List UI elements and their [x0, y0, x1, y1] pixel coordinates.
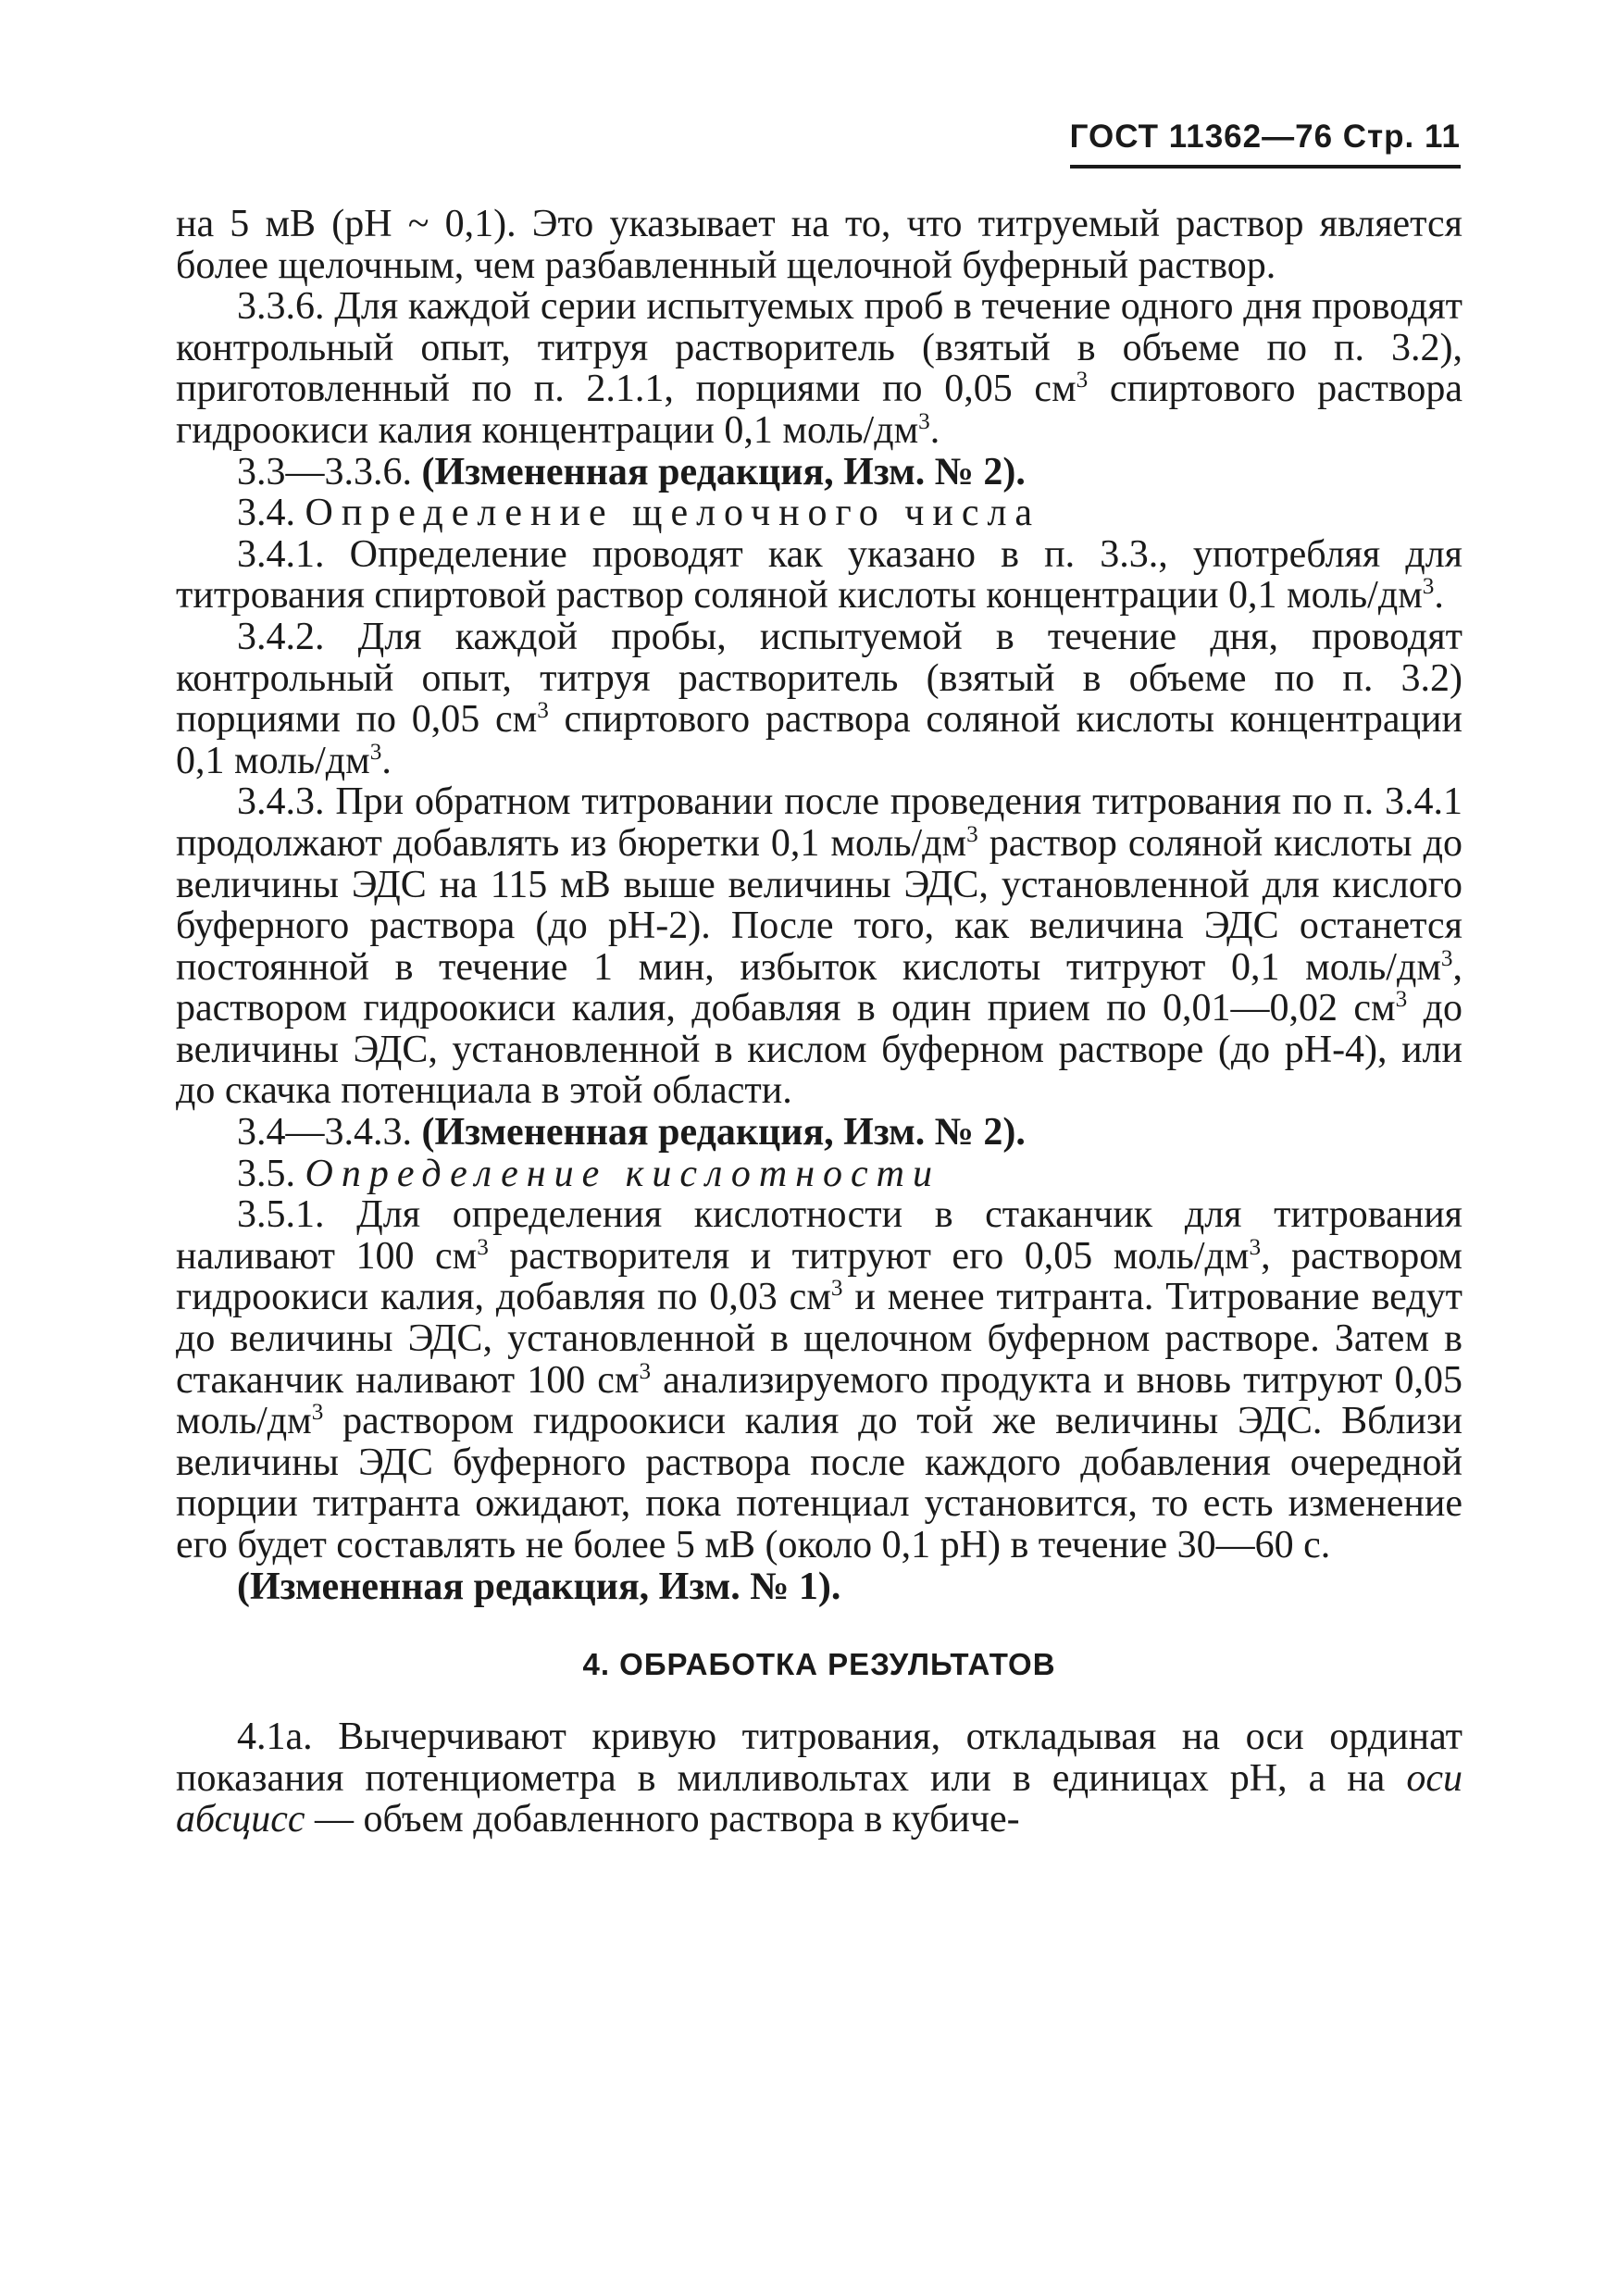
paragraph-continuation: на 5 мВ (рН ~ 0,1). Это указывает на то, что титруемый раствор является более щелочным, чем разбавленный щелочной буферный раствор.	[176, 203, 1462, 287]
amendment-note: 3.4—3.4.3. (Измененная редакция, Изм. № 2).	[237, 1111, 1026, 1154]
section-heading-4: 4. ОБРАБОТКА РЕЗУЛЬТАТОВ	[582, 1647, 1056, 1682]
paragraph-3-4-3: 3.4.3. При обратном титровании после проведения титрования по п. 3.4.1 продолжают добавлять из бюретки 0,1 моль/$дм^3$ раствор соляной кислоты до величины ЭДС на 115 мВ выше величины ЭДС, установленной для кислого буферного раствора (до рН-2). После того, как величина ЭДС останется постоянной в течение 1 мин, избыток кислоты титруют 0,1 моль/$дм^3$, раствором гидроокиси калия, добавляя в один прием по 0,01—0,02 $см^3$ до величины ЭДС, установленной в кислом буферном растворе (до рН-4), или до скачка потенциала в этой области.	[176, 780, 1462, 1113]
heading-3-5: 3.5. Определение кислотности	[237, 1152, 941, 1195]
paragraph-3-3-6: 3.3.6. Для каждой серии испытуемых проб в течение одного дня проводят контрольный опыт, титруя растворитель (взятый в объеме по п. 3.2), приготовленный по п. 2.1.1, порциями по 0,05 $см^3$ спиртового раствора гидроокиси калия концентрации 0,1 моль/$дм^3$.	[176, 285, 1463, 452]
document-body	[176, 204, 1462, 1841]
paragraph-3-5-1: 3.5.1. Для определения кислотности в стаканчик для титрования наливают 100 $см^3$ растворителя и титруют его 0,05 моль/$дм^3$, раствором гидроокиси калия, добавляя по 0,03 $см^3$ и менее титранта. Титрование ведут до величины ЭДС, установленной в щелочном буферном растворе. Затем в стаканчик наливают 100 $см^3$ анализируемого продукта и вновь титруют 0,05 моль/$дм^3$ раствором гидроокиси калия до той же величины ЭДС. Вблизи величины ЭДС буферного раствора после каждого добавления очередной порции титранта ожидают, пока потенциал установится, то есть изменение его будет составлять не более 5 мВ (около 0,1 рН) в течение 30—60 с.	[176, 1193, 1462, 1566]
paragraph-4-1a: 4.1а. Вычерчивают кривую титрования, откладывая на оси ординат показания потенциометра в милливольтах или в единицах рН, а на оси абсцисс — объем добавленного раствора в кубиче-	[176, 1716, 1462, 1841]
paragraph-3-4-2: 3.4.2. Для каждой пробы, испытуемой в течение дня, проводят контрольный опыт, титруя растворитель (взятый в объеме по п. 3.2) порциями по 0,05 $см^3$ спиртового раствора соляной кислоты концентрации 0,1 моль/$дм^3$.	[176, 615, 1462, 782]
heading-3-4: 3.4. Определение щелочного числа	[237, 492, 1041, 535]
amendment-note: 3.3—3.3.6. (Измененная редакция, Изм. № 2).	[237, 450, 1026, 493]
page-header: ГОСТ 11362—76 Стр. 11	[1070, 119, 1461, 168]
amendment-note: (Измененная редакция, Изм. № 1).	[237, 1565, 841, 1608]
paragraph-3-4-1: 3.4.1. Определение проводят как указано в п. 3.3., употребляя для титрования спиртовой раствор соляной кислоты концентрации 0,1 моль/$дм^3$.	[176, 532, 1462, 618]
